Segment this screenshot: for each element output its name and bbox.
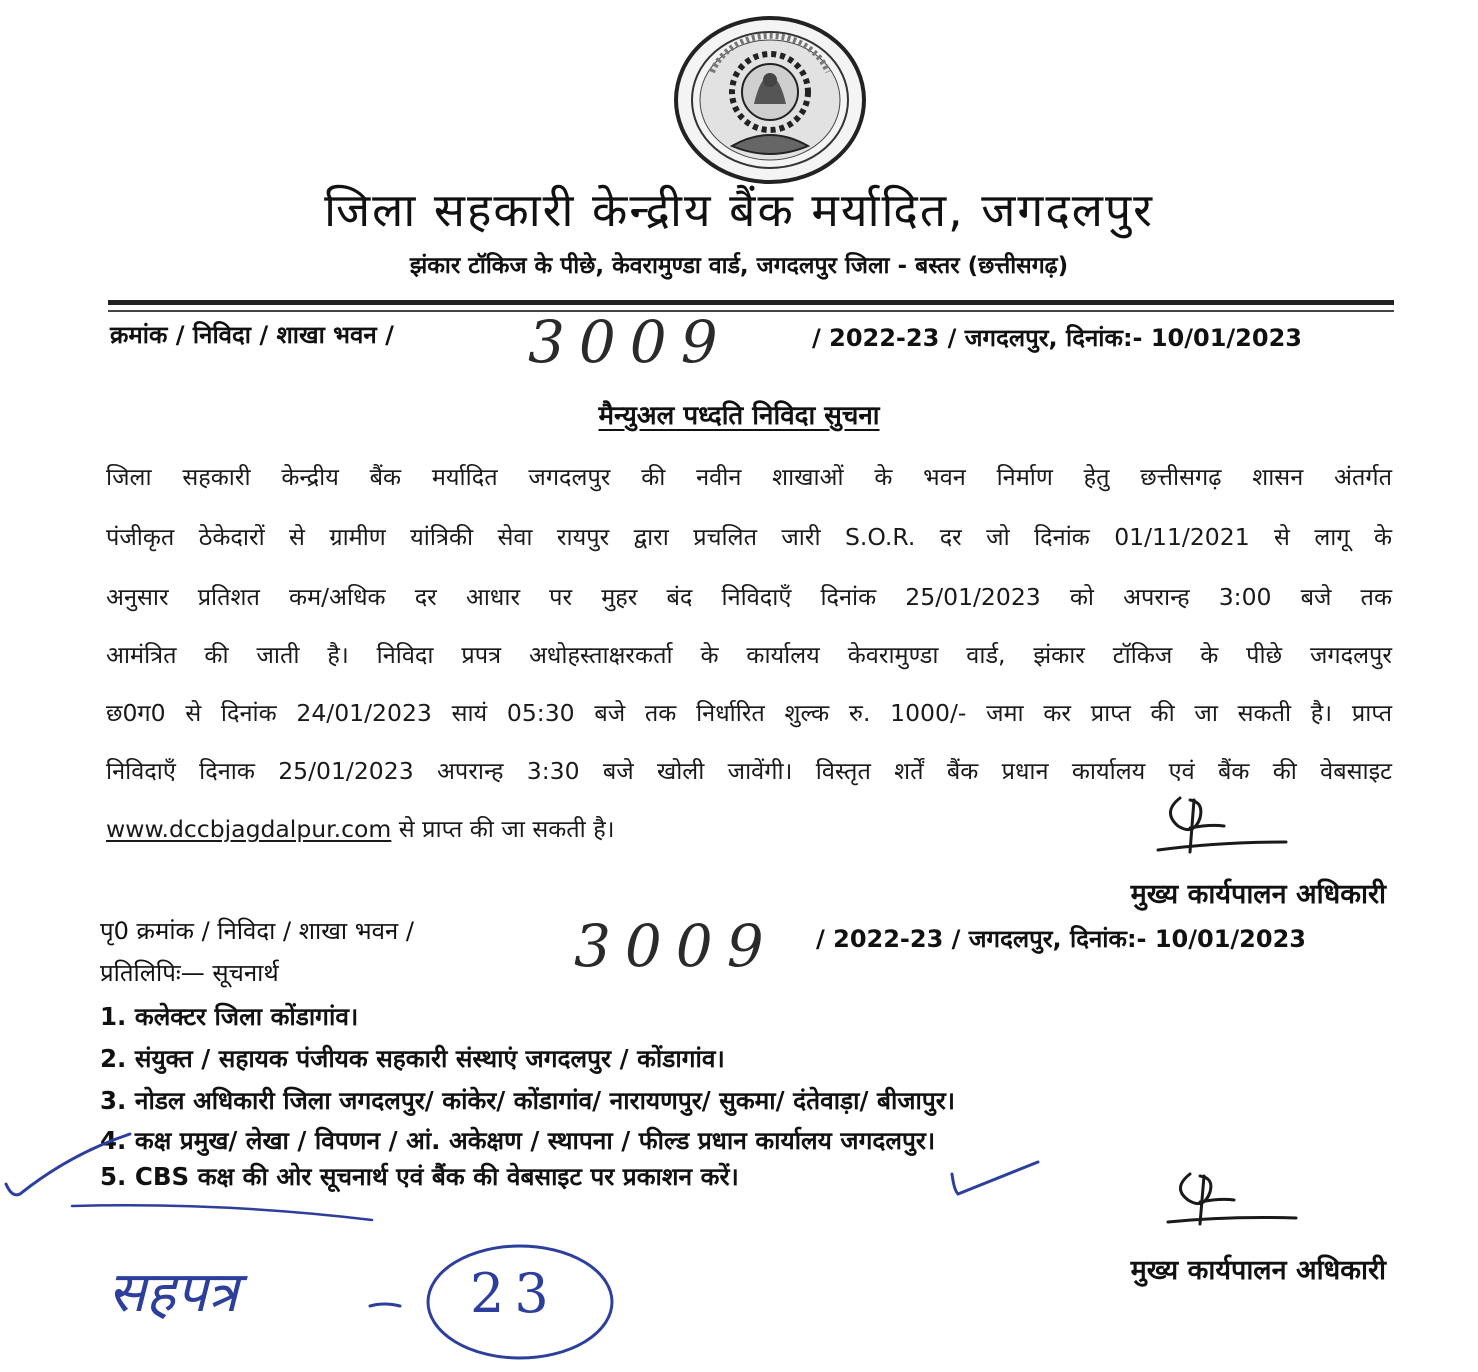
pen-tick-marks: [0, 1108, 1100, 1238]
signatory-title: मुख्य कार्यपालन अधिकारी: [1130, 879, 1386, 910]
notice-line: पंजीकृत ठेकेदारों से ग्रामीण यांत्रिकी सेवा रायपुर द्वारा प्रचलित जारी S.O.R. दर जो दिनांक 01/11/2021 से लागू के: [106, 523, 1392, 551]
reference-suffix: / 2022-23 / जगदलपुर, दिनांक:- 10/01/2023: [812, 324, 1302, 352]
bank-name-heading: जिला सहकारी केन्द्रीय बैंक मर्यादित, जगदलपुर: [324, 183, 1154, 237]
bank-address: झंकार टॉकिज के पीछे, केवरामुण्डा वार्ड, जगदलपुर जिला - बस्तर (छत्तीसगढ़): [409, 253, 1069, 279]
reference-number-handwritten: 3009: [528, 308, 732, 376]
copy-to-label: प्रतिलिपिः— सूचनार्थ: [100, 959, 279, 987]
notice-line: आमंत्रित की जाती है। निविदा प्रपत्र अधोहस्ताक्षरकर्ता के कार्यालय केवरामुण्डा वार्ड, झंकार टॉकिज के पीछे जगदलपुर: [106, 641, 1392, 669]
signatory-title-2: मुख्य कार्यपालन अधिकारी: [1130, 1255, 1386, 1286]
notice-line: निविदाएँ दिनाक 25/01/2023 अपरान्ह 3:30 बजे खोली जावेंगी। विस्तृत शर्तें बैंक प्रधान कार्यालय एवं बैंक की वेबसाइट: [106, 757, 1392, 785]
copy-list-item: 1. कलेक्टर जिला कोंडागांव।: [100, 1002, 359, 1031]
endorsement-prefix: पृ0 क्रमांक / निविदा / शाखा भवन /: [100, 917, 414, 945]
website-link[interactable]: www.dccbjagdalpur.com: [106, 815, 392, 843]
notice-title: मैन्युअल पध्दति निविदा सुचना: [598, 401, 880, 431]
circled-count: 23: [470, 1262, 559, 1325]
copy-list-item: 3. नोडल अधिकारी जिला जगदलपुर/ कांकेर/ कोंडागांव/ नारायणपुर/ सुकमा/ दंतेवाड़ा/ बीजापुर।: [100, 1086, 956, 1115]
notice-line: जिला सहकारी केन्द्रीय बैंक मर्यादित जगदलपुर की नवीन शाखाओं के भवन निर्माण हेतु छत्तीसगढ़ शासन अंतर्गत: [106, 463, 1392, 491]
reference-prefix: क्रमांक / निविदा / शाखा भवन /: [110, 321, 394, 349]
signature-icon: [1160, 1166, 1300, 1236]
signature-icon: [1150, 788, 1290, 866]
header-divider-thin: [108, 310, 1394, 312]
copy-list-item: 5. CBS कक्ष की ओर सूचनार्थ एवं बैंक की वेबसाइट पर प्रकाशन करें।: [100, 1162, 739, 1191]
bank-seal-icon: [672, 14, 868, 186]
notice-line: छ0ग0 से दिनांक 24/01/2023 सायं 05:30 बजे तक निर्धारित शुल्क रु. 1000/- जमा कर प्राप्त की जा सकती है। प्राप्त: [106, 699, 1392, 727]
copy-list-item: 2. संयुक्त / सहायक पंजीयक सहकारी संस्थाएं जगदलपुर / कोंडागांव।: [100, 1044, 725, 1073]
copy-list-item: 4. कक्ष प्रमुख/ लेखा / विपणन / आं. अकेक्षण / स्थापना / फील्ड प्रधान कार्यालय जगदलपुर।: [100, 1126, 936, 1155]
notice-last-line-text: से प्राप्त की जा सकती है।: [391, 815, 615, 843]
handwritten-enclosure-note: सहपत्र: [108, 1260, 239, 1325]
notice-line: अनुसार प्रतिशत कम/अधिक दर आधार पर मुहर बंद निविदाएँ दिनांक 25/01/2023 को अपरान्ह 3:00 बजे तक: [106, 583, 1392, 611]
endorsement-number-handwritten: 3009: [574, 912, 778, 980]
header-divider: [108, 300, 1394, 305]
endorsement-suffix: / 2022-23 / जगदलपुर, दिनांक:- 10/01/2023: [816, 925, 1306, 953]
